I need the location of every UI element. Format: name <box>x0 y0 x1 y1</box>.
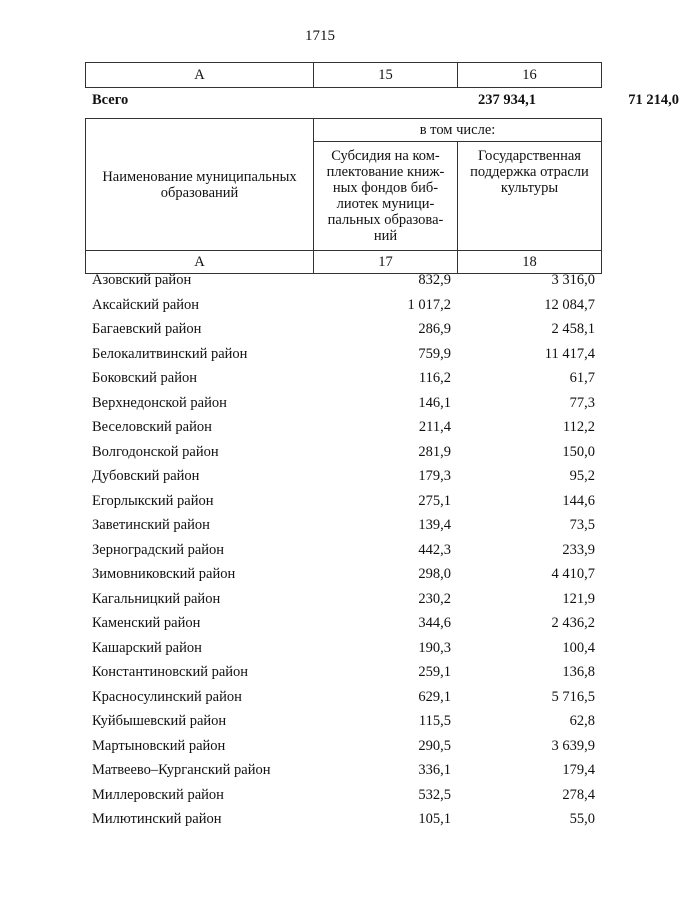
municipality-name: Боковский район <box>92 370 197 386</box>
municipality-name: Милютинский район <box>92 811 222 827</box>
culture-support-value: 3 639,9 <box>551 737 595 754</box>
index-cell-17: 17 <box>314 251 458 274</box>
table-row <box>85 562 601 587</box>
library-subsidy-value: 281,9 <box>418 443 451 460</box>
library-subsidy-value: 532,5 <box>418 786 451 803</box>
table-row <box>85 538 601 563</box>
table-row <box>85 293 601 318</box>
table-row <box>85 464 601 489</box>
column-index-16: 16 <box>458 63 602 88</box>
culture-support-value: 121,9 <box>562 590 595 607</box>
culture-support-value: 144,6 <box>562 492 595 509</box>
table-row <box>85 415 601 440</box>
column-index-header <box>85 62 602 88</box>
library-subsidy-value: 298,0 <box>418 566 451 582</box>
culture-support-value: 61,7 <box>569 370 595 386</box>
municipality-name: Зерноградский район <box>92 541 225 558</box>
culture-support-value: 2 436,2 <box>551 615 595 631</box>
municipality-name: Константиновский район <box>92 664 249 680</box>
culture-support-value: 77,3 <box>569 394 595 411</box>
municipality-name: Зимовниковский район <box>92 566 236 582</box>
table-row <box>85 709 601 734</box>
culture-support-value: 4 410,7 <box>551 566 595 582</box>
culture-support-value: 2 458,1 <box>551 321 595 337</box>
culture-support-value: 179,4 <box>562 762 595 778</box>
index-cell-18: 18 <box>458 251 602 274</box>
page-number: 1715 <box>305 28 335 44</box>
culture-support-value: 62,8 <box>569 713 595 729</box>
library-subsidy-value: 832,9 <box>418 272 451 288</box>
library-subsidy-value: 344,6 <box>418 615 451 631</box>
index-cell-a: А <box>86 251 314 274</box>
including-header: в том числе: <box>314 119 602 142</box>
municipality-data-table <box>85 268 601 832</box>
table-row <box>85 636 601 661</box>
library-subsidy-value: 115,5 <box>418 713 451 729</box>
culture-support-value: 11 417,4 <box>544 345 595 362</box>
table-row <box>85 611 601 636</box>
library-subsidy-value: 1 017,2 <box>407 296 451 313</box>
culture-support-value: 5 716,5 <box>551 688 595 705</box>
total-row <box>85 92 679 112</box>
table-row <box>85 807 601 832</box>
total-value-15: 237 934,1 <box>478 92 536 108</box>
municipality-name: Белокалитвинский район <box>92 345 248 362</box>
total-value-16: 71 214,0 <box>628 92 679 108</box>
municipality-name: Миллеровский район <box>92 786 224 803</box>
library-subsidy-column-header: Субсидия на ком- плектование книж- ных фондов биб- лиотек муници- пальных образова- ний <box>314 142 458 251</box>
municipality-name: Кагальницкий район <box>92 590 221 607</box>
library-subsidy-value: 275,1 <box>418 492 451 509</box>
culture-support-value: 100,4 <box>562 639 595 656</box>
culture-support-value: 150,0 <box>562 443 595 460</box>
culture-support-column-header: Государственная поддержка отрасли культуры <box>458 142 602 251</box>
culture-support-value: 55,0 <box>569 811 595 827</box>
municipality-name: Верхнедонской район <box>92 394 227 411</box>
table-row <box>85 317 601 342</box>
library-subsidy-value: 759,9 <box>418 345 451 362</box>
municipality-name: Матвеево–Курганский район <box>92 762 271 778</box>
library-subsidy-value: 139,4 <box>418 517 451 533</box>
municipality-name: Волгодонской район <box>92 443 219 460</box>
municipality-name: Заветинский район <box>92 517 210 533</box>
table-row <box>85 587 601 612</box>
library-subsidy-value: 146,1 <box>418 394 451 411</box>
culture-support-value: 3 316,0 <box>551 272 595 288</box>
culture-support-value: 73,5 <box>569 517 595 533</box>
table-row <box>85 440 601 465</box>
culture-support-value: 278,4 <box>562 786 595 803</box>
table-row <box>85 513 601 538</box>
table-row <box>85 660 601 685</box>
municipality-name: Мартыновский район <box>92 737 226 754</box>
municipality-name: Красносулинский район <box>92 688 242 705</box>
municipality-name: Аксайский район <box>92 296 200 313</box>
municipality-name: Веселовский район <box>92 419 212 435</box>
library-subsidy-value: 286,9 <box>418 321 451 337</box>
library-subsidy-value: 179,3 <box>418 468 451 484</box>
table-row <box>85 783 601 808</box>
library-subsidy-value: 230,2 <box>418 590 451 607</box>
culture-support-value: 233,9 <box>562 541 595 558</box>
table-row <box>85 342 601 367</box>
table-row <box>85 685 601 710</box>
column-index-15: 15 <box>314 63 458 88</box>
total-label: Всего <box>92 92 129 108</box>
municipality-name: Куйбышевский район <box>92 713 227 729</box>
municipality-name: Егорлыкский район <box>92 492 214 509</box>
library-subsidy-value: 290,5 <box>418 737 451 754</box>
library-subsidy-value: 116,2 <box>418 370 451 386</box>
table-row <box>85 734 601 759</box>
culture-support-value: 136,8 <box>562 664 595 680</box>
municipality-name: Азовский район <box>92 272 192 288</box>
table-row <box>85 391 601 416</box>
library-subsidy-value: 190,3 <box>418 639 451 656</box>
culture-support-value: 95,2 <box>569 468 595 484</box>
municipality-name: Кашарский район <box>92 639 202 656</box>
culture-support-value: 112,2 <box>562 419 595 435</box>
table-row <box>85 489 601 514</box>
municipality-name: Каменский район <box>92 615 201 631</box>
municipality-name: Багаевский район <box>92 321 202 337</box>
culture-support-value: 12 084,7 <box>544 296 595 313</box>
library-subsidy-value: 211,4 <box>418 419 451 435</box>
library-subsidy-value: 336,1 <box>418 762 451 778</box>
table-row <box>85 268 601 293</box>
table-header <box>85 118 602 274</box>
library-subsidy-value: 259,1 <box>418 664 451 680</box>
municipality-column-header: Наименование муниципальных образований <box>86 119 314 251</box>
library-subsidy-value: 442,3 <box>418 541 451 558</box>
library-subsidy-value: 105,1 <box>418 811 451 827</box>
column-index-a: А <box>86 63 314 88</box>
municipality-name: Дубовский район <box>92 468 200 484</box>
library-subsidy-value: 629,1 <box>418 688 451 705</box>
table-row <box>85 758 601 783</box>
table-row <box>85 366 601 391</box>
